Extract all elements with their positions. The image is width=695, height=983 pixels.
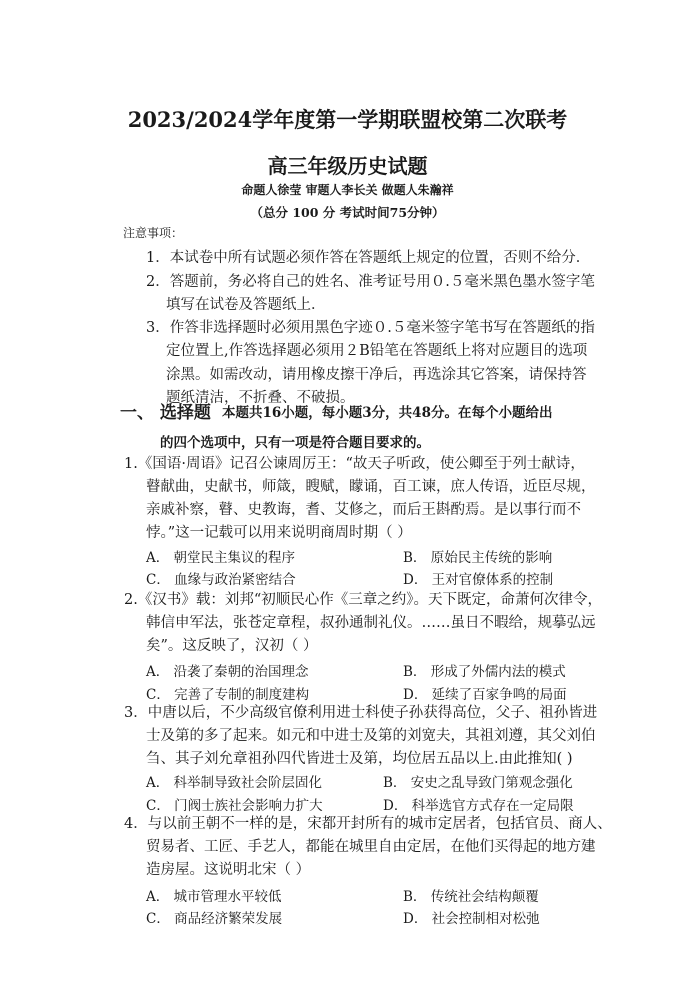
question-2-option-c[interactable]: C． 完善了专制的制度建构 xyxy=(146,687,310,703)
question-3-option-b[interactable]: B． 安史之乱导致门第观念强化 xyxy=(383,775,573,791)
question-4-line: 4．与以前王朝不一样的是，宋都开封所有的城市定居者，包括官员、商人、 xyxy=(124,816,612,832)
section-heading: 一、 选择题 xyxy=(120,403,211,423)
section-description: 本题共16小题，每小题3分，共48分。在每个小题给出 xyxy=(222,405,553,421)
notice-line: 定位置上,作答选择题必须用２B铅笔在答题纸上将对应题目的选项 xyxy=(166,343,588,359)
exam-title: 2023/2024学年度第一学期联盟校第二次联考 xyxy=(127,107,568,132)
question-2-option-b[interactable]: B． 形成了外儒内法的模式 xyxy=(403,664,566,680)
question-4-line: 贸易者、工匠、手艺人，都能在城里自由定居，在他们买得起的地方建 xyxy=(146,839,596,855)
exam-score-info: （总分 100 分 考试时间75分钟） xyxy=(250,205,445,220)
question-2-line: 矣”。这反映了，汉初（ ） xyxy=(146,638,318,654)
question-3-line: 刍、其子刘允章祖孙四代皆进士及第，均位居五品以上.由此推知( ) xyxy=(146,751,573,767)
question-3-option-a[interactable]: A． 科举制导致社会阶层固化 xyxy=(146,775,323,791)
question-4-line: 造房屋。这说明北宋（ ） xyxy=(146,862,311,878)
question-1-line: 瞽献曲，史献书，师箴，瞍赋，矇诵，百工谏，庶人传语，近臣尽规， xyxy=(146,479,596,495)
question-3-line: 士及第的多了起来。如元和中进士及第的刘宽夫，其祖刘遵，其父刘伯 xyxy=(146,728,596,744)
question-3-line: 3．中唐以后，不少高级官僚利用进士科使子孙获得高位，父子、祖孙皆进 xyxy=(124,705,598,721)
notice-line: 2．答题前，务必将自己的姓名、准考证号用０.５毫米黑色墨水签字笔 xyxy=(146,274,595,290)
question-2-line: 2.《汉书》载：刘邦“初顺民心作《三章之约》。天下既定，命萧何次律令， xyxy=(124,592,602,608)
question-3-option-c[interactable]: C． 门阀士族社会影响力扩大 xyxy=(146,798,323,814)
exam-subtitle: 高三年级历史试题 xyxy=(267,154,428,178)
question-4-option-a[interactable]: A． 城市管理水平较低 xyxy=(146,889,282,905)
question-4-option-b[interactable]: B． 传统社会结构颠覆 xyxy=(403,889,539,905)
question-3-option-d[interactable]: D． 科举选官方式存在一定局限 xyxy=(383,798,574,814)
notice-line: 3．作答非选择题时必须用黑色字迹０.５毫米签字笔书写在答题纸的指 xyxy=(146,320,595,336)
notice-line: 题纸清洁，不折叠、不破损。 xyxy=(166,390,355,406)
question-1-option-b[interactable]: B． 原始民主传统的影响 xyxy=(403,550,553,566)
question-4-option-d[interactable]: D． 社会控制相对松弛 xyxy=(403,911,540,927)
question-4-option-c[interactable]: C． 商品经济繁荣发展 xyxy=(146,911,283,927)
notice-heading: 注意事项： xyxy=(123,226,184,240)
question-1-option-a[interactable]: A． 朝堂民主集议的程序 xyxy=(146,550,296,566)
exam-authors: 命题人徐莹 审题人李长关 做题人朱瀚祥 xyxy=(241,183,454,197)
question-2-line: 韩信申军法，张苍定章程，叔孙通制礼仪。……虽日不暇给，规摹弘远 xyxy=(146,615,596,631)
question-1-line: 亲戚补察，瞽、史教诲，耆、艾修之，而后王斟酌焉。是以事行而不 xyxy=(146,502,581,518)
notice-line: 1．本试卷中所有试题必须作答在答题纸上规定的位置，否则不给分． xyxy=(146,250,591,266)
question-1-line: 1.《国语·周语》记召公谏周厉王：“故天子听政，使公卿至于列士献诗， xyxy=(124,456,585,472)
question-1-line: 悖。”这一记载可以用来说明商周时期（ ） xyxy=(146,525,412,541)
question-1-option-c[interactable]: C． 血缘与政治紧密结合 xyxy=(146,572,296,588)
notice-line: 填写在试卷及答题纸上． xyxy=(166,297,326,313)
section-description: 的四个选项中，只有一项是符合题目要求的。 xyxy=(160,435,430,451)
question-1-option-d[interactable]: D． 王对官僚体系的控制 xyxy=(403,572,554,588)
question-2-option-d[interactable]: D． 延续了百家争鸣的局面 xyxy=(403,687,567,703)
question-2-option-a[interactable]: A． 沿袭了秦朝的治国理念 xyxy=(146,664,309,680)
notice-line: 涂黑。如需改动，请用橡皮擦干净后，再选涂其它答案，请保持答 xyxy=(166,367,587,383)
